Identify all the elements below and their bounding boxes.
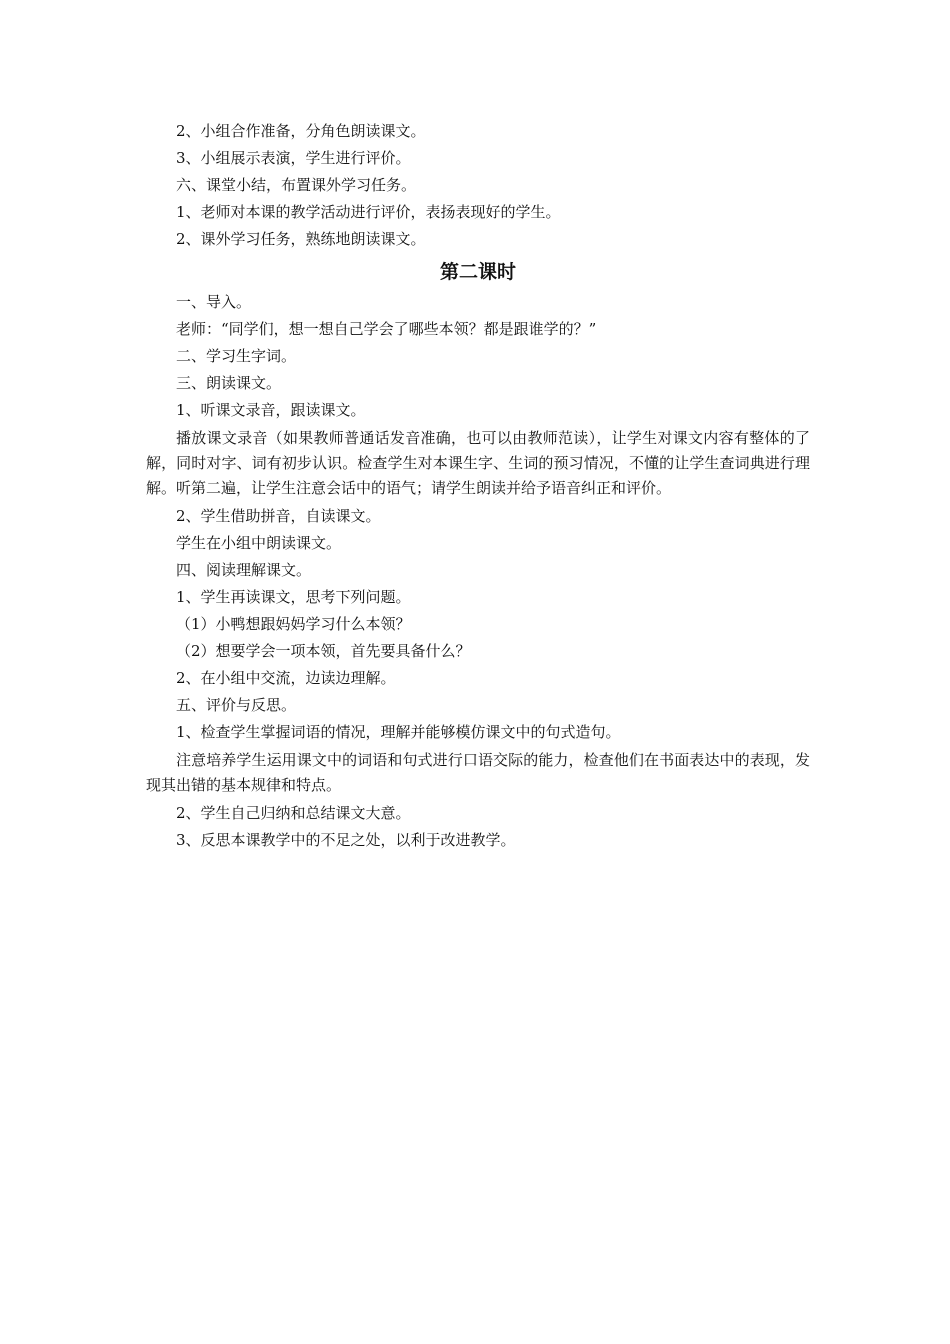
text-line: 二、学习生字词。 [176,347,297,365]
text-line: 1、学生再读课文，思考下列问题。 [176,588,411,606]
text-line: 学生在小组中朗读课文。 [176,534,342,552]
text-line: 三、朗读课文。 [176,374,282,392]
text-line: 1、老师对本课的教学活动进行评价，表扬表现好的学生。 [176,203,561,221]
text-line: 2、课外学习任务，熟练地朗读课文。 [176,230,426,248]
section-heading: 第二课时 [439,261,516,283]
document-body [146,118,810,854]
text-line: 1、听课文录音，跟读课文。 [176,401,366,419]
text-line: 3、反思本课教学中的不足之处，以利于改进教学。 [176,831,516,849]
text-line: 2、学生借助拼音，自读课文。 [176,507,381,525]
text-line: 六、课堂小结，布置课外学习任务。 [176,176,417,194]
text-line: （1）小鸭想跟妈妈学习什么本领？ [176,615,411,633]
text-line: 老师：“同学们，想一想自己学会了哪些本领？都是跟谁学的？” [176,320,597,338]
text-line: 1、检查学生掌握词语的情况，理解并能够模仿课文中的句式造句。 [176,723,621,741]
text-line: 2、在小组中交流，边读边理解。 [176,669,396,687]
paragraph: 播放课文录音（如果教师普通话发音准确，也可以由教师范读），让学生对课文内容有整体的了解，同时对字、词有初步认识。检查学生对本课生字、生词的预习情况，不懂的让学生查词典进行理解。听第二遍，让学生注意会话中的语气；请学生朗读并给予语音纠正和评价。 [146,429,810,497]
text-line: 3、小组展示表演，学生进行评价。 [176,149,411,167]
text-line: 五、评价与反思。 [176,696,297,714]
text-line: 2、学生自己归纳和总结课文大意。 [176,804,411,822]
text-line: 四、阅读理解课文。 [176,561,312,579]
paragraph: 注意培养学生运用课文中的词语和句式进行口语交际的能力，检查他们在书面表达中的表现，发现其出错的基本规律和特点。 [146,751,810,794]
text-line: （2）想要学会一项本领，首先要具备什么？ [176,642,471,660]
text-line: 2、小组合作准备，分角色朗读课文。 [176,122,426,140]
text-line: 一、导入。 [176,293,252,311]
